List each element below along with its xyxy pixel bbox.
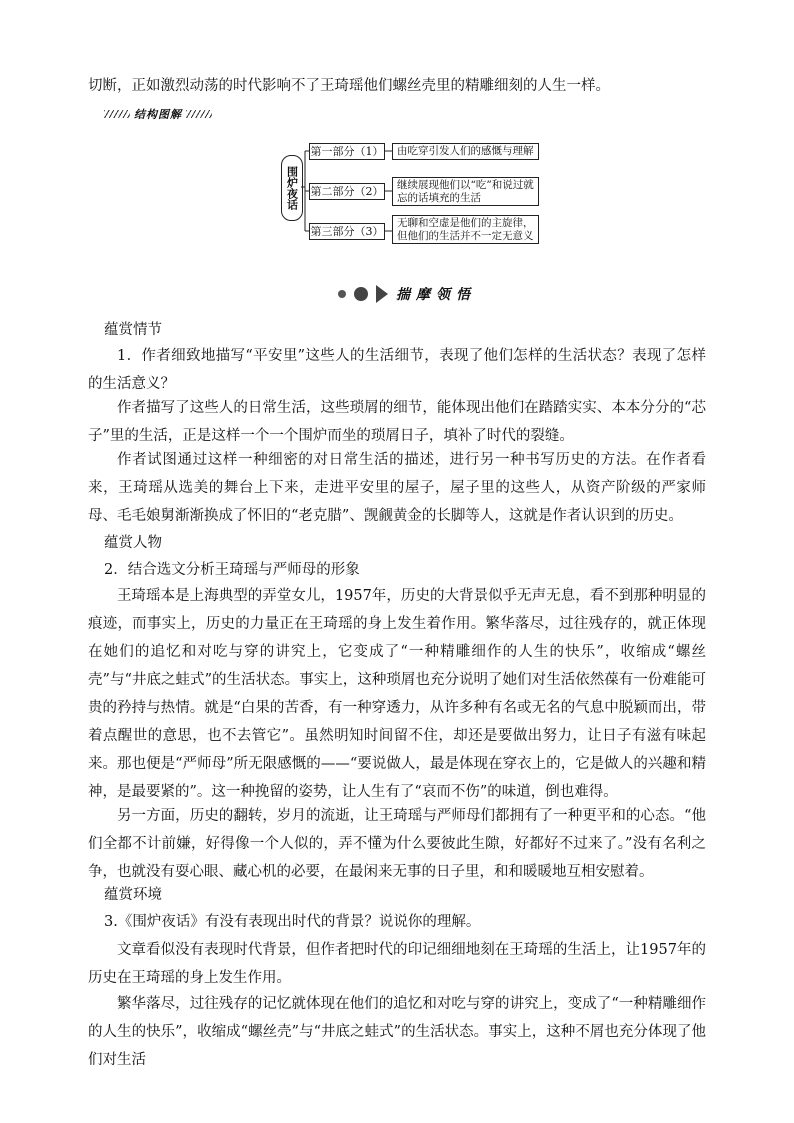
- diagram-desc-3: 无聊和空虚是他们的主旋律，但他们的生活并不一定无意义: [392, 215, 539, 244]
- answer-2-para-1: 王琦瑶本是上海典型的弄堂女儿，1957年，历史的大背景似乎无声无息，看不到那种明显的痕迹，而事实上，历史的力量正在王琦瑶的身上发生着作用。繁华落尽，过往残存的，就正体现在她们的追忆和对吃与穿的讲究上，它变成了“一种精雕细作的人生的快乐”，收缩成“螺丝壳”与“井底之蛙式”的生活状态。事实上，这种琐屑也充分说明了她们对生活依然葆有一份难能可贵的矜持与热情。就是“白果的苦香，有一种穿透力，从许多种有名或无名的气息中脱颖而出，带着点醒世的意思，也不去管它”。虽然明知时间留不住，却还是要做出努力，让日子有滋有味起来。那也便是“严师母”所无限感慨的——“要说做人，最是体现在穿衣上的，它是做人的兴趣和精神，是最要紧的”。这一种挽留的姿势，让人生有了“哀而不伤”的味道，倒也难得。: [88, 588, 706, 800]
- answer-1-para-1: 作者描写了这些人的日常生活，这些琐屑的细节，能体现出他们在踏踏实实、本本分分的“芯子”里的生活，正是这样一个一个围炉而坐的琐屑日子，填补了时代的裂缝。: [88, 400, 706, 444]
- diagram-root: 围炉夜话: [281, 155, 303, 221]
- structure-title: 结构图解: [134, 108, 182, 121]
- diagram-part-2: 第二部分（2）: [310, 185, 384, 198]
- structure-diagram: [0, 0, 794, 260]
- diagram-part-1: 第一部分（1）: [310, 145, 384, 158]
- top-line: 切断，正如激烈动荡的时代影响不了王琦瑶他们螺丝壳里的精雕细刻的人生一样。: [88, 78, 610, 94]
- banner-title: 揣摩领悟: [396, 287, 476, 303]
- question-2: 2．结合选文分析王琦瑶与严师母的形象: [104, 562, 360, 578]
- answer-3-para-1: 文章看似没有表现时代背景，但作者把时代的印记细细地刻在王琦瑶的生活上，让1957年的历史在王琦瑶的身上发生作用。: [88, 942, 706, 986]
- answer-2-para-2: 另一方面，历史的翻转，岁月的流逝，让王琦瑶与严师母们都拥有了一种更平和的心态。“他们全都不计前嫌，好得像一个人似的，弄不懂为什么要彼此生隙，好都好不过来了。”没有名利之争，也就没有耍心眼、藏心机的必要，在最闲来无事的日子里，和和暖暖地互相安慰着。: [88, 808, 706, 880]
- section-label-character: 蕴赏人物: [104, 535, 162, 551]
- section-label-environment: 蕴赏环境: [104, 887, 162, 903]
- answer-3-para-2: 繁华落尽，过往残存的记忆就体现在他们的追忆和对吃与穿的讲究上，变成了“一种精雕细作的人生的快乐”，收缩成“螺丝壳”与“井底之蛙式”的生活状态。事实上，这种不屑也充分体现了他们对生活: [88, 996, 706, 1068]
- play-arrow-icon: [376, 285, 388, 303]
- question-3: 3.《围炉夜话》有没有表现出时代的背景？说说你的理解。: [104, 914, 481, 930]
- section-banner: [338, 284, 476, 304]
- question-1: 1．作者细致地描写“平安里”这些人的生活细节，表现了他们怎样的生活状态？表现了怎样的生活意义？: [88, 348, 706, 392]
- section-label-plot: 蕴赏情节: [104, 322, 162, 338]
- diagram-desc-1: 由吃穿引发人们的感慨与理解: [392, 143, 539, 160]
- dot-icon: [354, 287, 368, 301]
- diagram-part-3: 第三部分（3）: [310, 225, 384, 238]
- dot-icon: [338, 290, 346, 298]
- diagram-desc-2: 继续展现他们以“吃”和说过就忘的话填充的生活: [392, 177, 539, 206]
- answer-1-para-2: 作者试图通过这样一种细密的对日常生活的描述，进行另一种书写历史的方法。在作者看来，王琦瑶从选美的舞台上下来，走进平安里的屋子，屋子里的这些人，从资产阶级的严家师母、毛毛娘舅渐渐换成了怀旧的“老克腊”、觊觎黄金的长脚等人，这就是作者认识到的历史。: [88, 452, 706, 524]
